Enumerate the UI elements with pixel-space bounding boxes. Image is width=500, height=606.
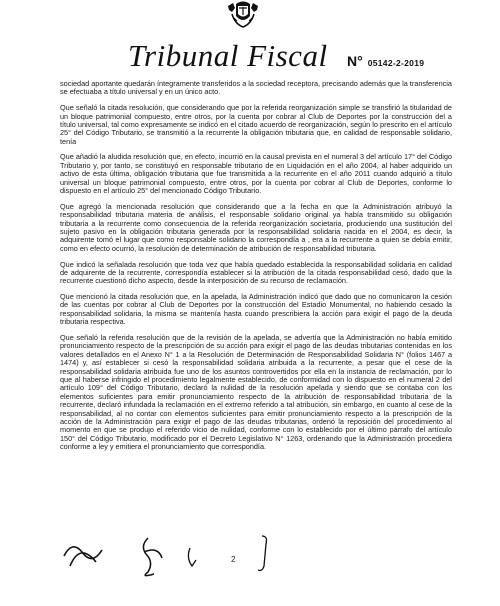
- initial-signature-2: [143, 538, 162, 576]
- signature-initials: [62, 532, 462, 592]
- resolution-value: 05142-2-2019: [367, 58, 425, 68]
- paragraph: Que señaló la citada resolución, que considerando que por la referida reorganización simple se transfirió la titularidad de un bloque patrimonial compuesto, entre otros, por la cuenta por cobrar al Club de Deportes por la construcción del a título universal, tal como expresamente se indicó en el citado acuerdo de reorganización, según lo prescrito en el artículo 25° del Código Tributario, se transmitió a la recurrente la obligación tributaria que, en calidad de responsable solidario, tenía: [60, 103, 452, 146]
- page-title: Tribunal Fiscal: [128, 38, 328, 73]
- document-body: [60, 80, 452, 459]
- page-number: 2: [231, 555, 236, 564]
- paragraph: Que señaló la referida resolución que de la revisión de la apelada, se advertía que la Administración no había emitido pronunciamiento respecto de la prescripción de su acción para exigir el pago de las deudas tributarias contenidas en los valores detallados en el Anexo N° 1 a la Resolución de Determinación de Responsabilidad Solidaria N° (folios 1467 a 1474) y, así establecer si cesó la responsabilidad solidaria atribuida a la recurrente, a pesar que el cese de la responsabilidad solidaria atribuida fue uno de los asuntos controvertidos por ella en la instancia de reclamación, por lo que al haberse infringido el procedimiento legalmente establecido, de conformidad con lo dispuesto en el numeral 2 del artículo 109° del Código Tributario, declaró la nulidad de la resolución apelada y siendo que se contaba con los elementos suficientes para emitir pronunciamiento respecto de la atribución de responsabilidad tributaria de la recurrente, declaró infundada la reclamación en el extremo referido a tal atribución, sin embargo, en cuanto al cese de la responsabilidad, al no contar con elementos suficientes para emitir pronunciamiento respecto a la prescripción de la acción de la Administración para exigir el pago de las deudas tributarias, ordenó la reposición del procedimiento al momento en que se produjo el referido vicio de nulidad, conforme con lo establecido por el último párrafo del artículo 150° del Código Tributario, modificado por el Decreto Legislativo N° 1263, ordenando que la Administración procediera conforme a ley y emitiera el pronunciamiento que correspondía.: [60, 332, 452, 452]
- paragraph: Que mencionó la citada resolución que, en la apelada, la Administración indicó que dado que no comunicaron la cesión de las cuentas por cobrar al Club de Deportes por la construcción del Estadio Monumental, no habiendo cesado la responsabilidad solidaria, la misma se mantenía hasta cuando prescribiera la acción para exigir el pago de la deuda tributaria respectiva.: [60, 292, 452, 327]
- initial-signature-3: [188, 548, 196, 566]
- paragraph: Que añadió la aludida resolución que, en efecto, incurrió en la causal prevista en el numeral 3 del artículo 17° del Código Tributario y, por tanto, se constituyó en responsable tributario de en Liquidación en el año 2004, al haber adquirido un activo de esta última, obligación tributaria que fue transmitida a la recurrente en el año 2011 cuando adquirió a título universal un bloque patrimonial compuesto, entre otros, por la cuenta por cobrar al Club de Deportes, conforme lo dispuesto en el artículo 25° del mencionado Código Tributario.: [60, 152, 452, 196]
- resolution-number: [347, 53, 424, 71]
- paragraph: Que agregó la mencionada resolución que considerando que a la fecha en que la Administración atribuyó la responsabilidad tributaria materia de análisis, el responsable solidario original ya había transmitido su obligación tributaria a la recurrente como consecuencia de la referida reorganización societaria, produciendo una sustitución del sujeto pasivo en la obligación tributaria generada por la responsabilidad solidaria nacida en el 2004, es decir, la adquirente tomó el lugar que como responsable solidario la correspondía a , era a la recurrente a quien se debía emitir, como en efecto ocurrió, la resolución de determinación de atribución de responsabilidad tributaria.: [60, 201, 452, 253]
- initial-signature-1: [64, 547, 102, 566]
- paragraph: sociedad aportante quedarán íntegramente transferidos a la sociedad receptora, precisando además que la transferencia se efectuaba a título universal y en un único acto.: [60, 79, 452, 97]
- coat-of-arms-icon: [226, 0, 260, 30]
- initial-signature-4: [258, 536, 267, 571]
- paragraph: Que indicó la señalada resolución que toda vez que había quedado establecida la responsabilidad solidaria en calidad de adquirente de la recurrente, correspondía establecer si la atribución de la citada responsabilidad cesó, dado que la recurrente cuestionó dicho aspecto, desde la interposición de su recurso de reclamación.: [60, 259, 452, 286]
- resolution-prefix: N°: [347, 53, 363, 69]
